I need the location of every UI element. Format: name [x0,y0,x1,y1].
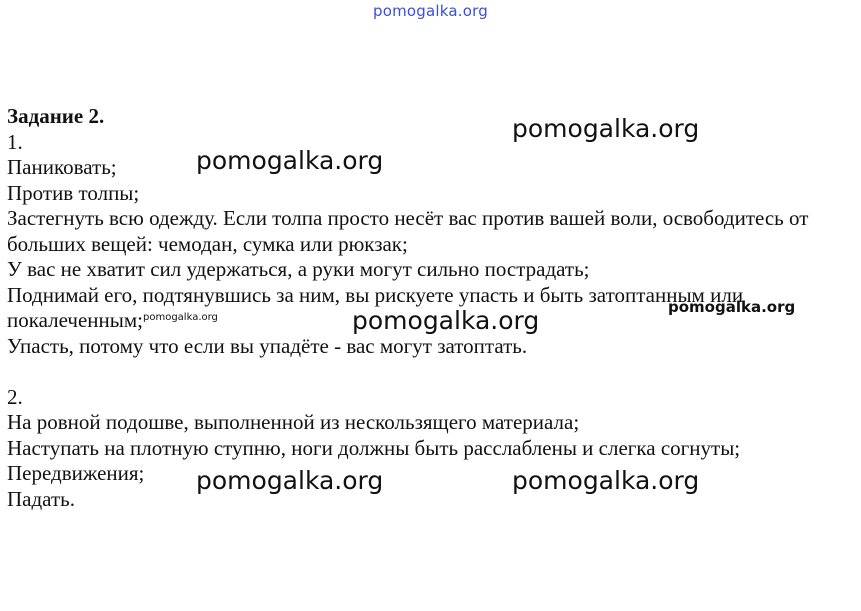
part-2-answer-2: Наступать на плотную ступню, ноги должны быть расслаблены и слегка согнуты; [7,435,741,460]
part-1-number: 1. [7,129,23,154]
watermark: pomogalka.org [352,306,540,335]
part-1-answer-6: Упасть, потому что если вы упадёте - вас могут затоптать. [7,333,528,358]
paragraph-spacer [7,359,859,385]
watermark: pomogalka.org [143,312,218,323]
watermark: pomogalka.org [512,466,700,495]
part-2-number: 2. [7,384,23,409]
watermark: pomogalka.org [196,466,384,495]
part-1-answer-1: Паниковать; [7,155,117,179]
watermark: pomogalka.org [512,114,700,143]
part-2-answer-1: На ровной подошве, выполненной из нескользящего материала; [7,410,580,434]
part-1-answer-5: Поднимай его, подтянувшись за ним, вы рискуете упасть и быть затоптанным или [7,282,744,307]
part-1-answer-3: Застегнуть всю одежду. Если толпа просто несёт вас против вашей воли, освободитесь от [7,206,809,230]
site-logo: pomogalka.org [373,2,488,20]
task-title: Задание 2. [7,104,105,128]
part-1-answer-2: Против толпы; [7,180,140,205]
part-1-answer-4: У вас не хватит сил удержаться, а руки могут сильно пострадать; [7,257,590,281]
part-1-answer-3-continued: больших вещей: чемодан, сумка или рюкзак; [7,231,408,256]
watermark: pomogalka.org [196,146,384,175]
watermark: pomogalka.org [668,298,796,316]
part-1-answer-5-continued: покалеченным; [7,308,143,332]
part-2-answer-3: Передвижения; [7,461,145,485]
part-2-answer-4: Падать. [7,486,75,511]
